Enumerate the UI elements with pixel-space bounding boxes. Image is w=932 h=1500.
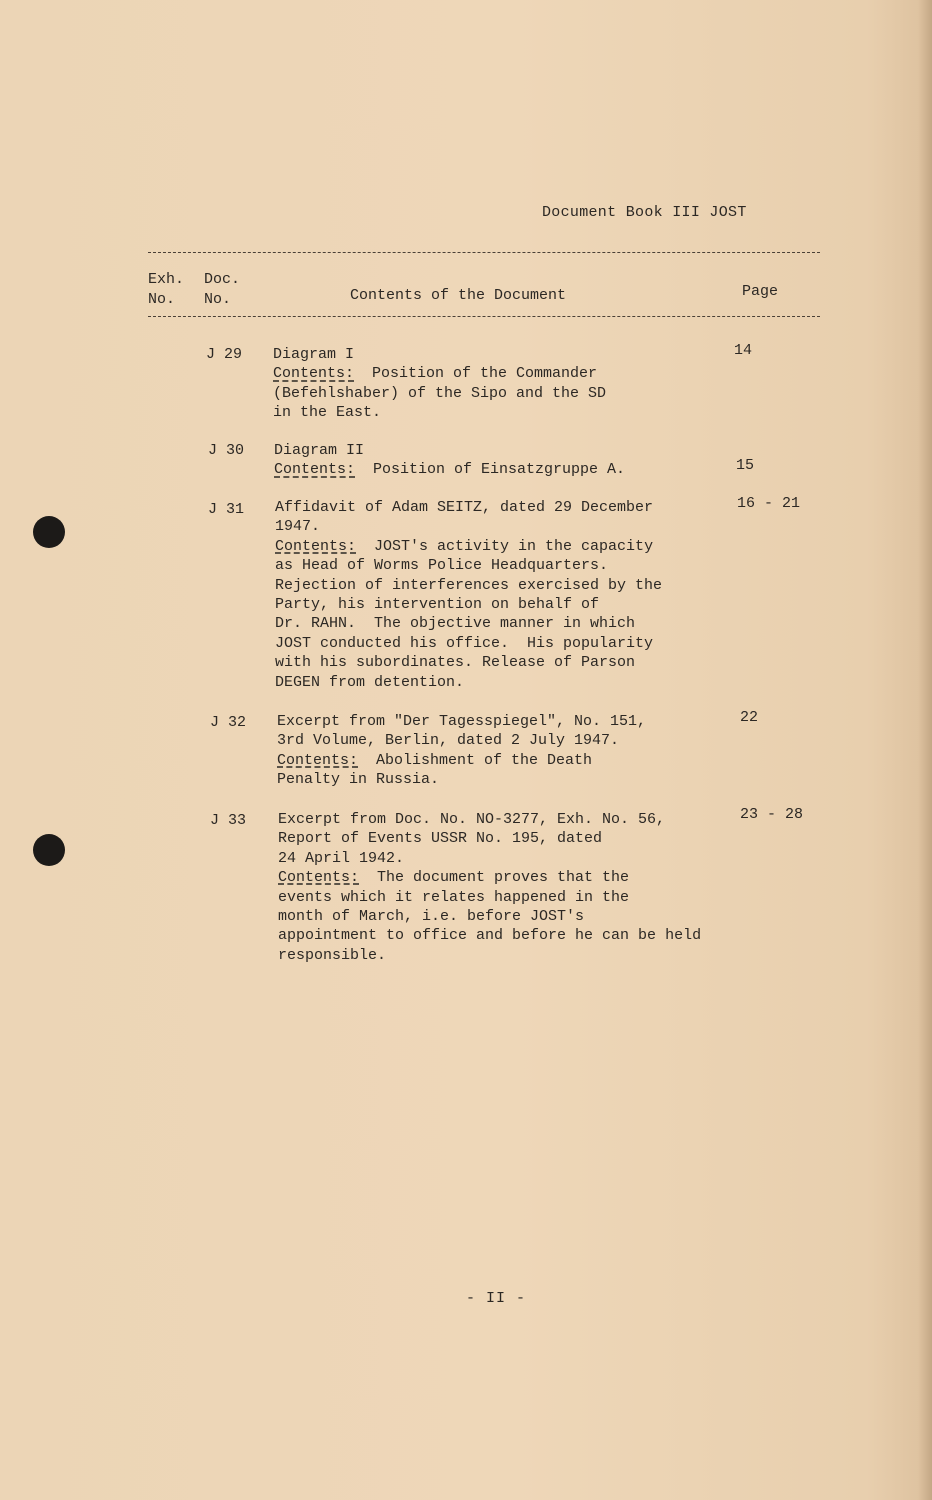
entry-contents: Diagram I Contents: Position of the Commander (Befehlshaber) of the Sipo and the SD in the East. — [273, 346, 607, 422]
header-rule-top — [148, 252, 820, 253]
punch-hole-upper — [33, 516, 65, 548]
entry-doc-no: J 29 — [206, 346, 243, 363]
entry-contents: Excerpt from Doc. No. NO-3277, Exh. No. 56, Report of Events USSR No. 195, dated 24 April 1942. Contents: The document proves that the events which it relates happened in the month of March, i.e. before JOST's appointment to office and before he can be held responsible. — [278, 811, 702, 964]
entry-doc-no: J 32 — [210, 714, 247, 731]
entry-page-ref: 22 — [740, 709, 759, 726]
entry-contents: Diagram II Contents: Position of Einsatzgruppe A. — [274, 442, 626, 479]
entry-page-ref: 14 — [734, 342, 753, 359]
col-exh-no: Exh. No. — [148, 271, 185, 308]
col-contents: Contents of the Document — [350, 287, 567, 304]
punch-hole-lower — [33, 834, 65, 866]
entry-doc-no: J 31 — [208, 501, 245, 518]
entry-doc-no: J 33 — [210, 812, 247, 829]
page-number: - II - — [466, 1290, 527, 1307]
page-edge-shadow — [918, 0, 932, 1500]
entry-page-ref: 16 - 21 — [737, 495, 801, 512]
col-page: Page — [742, 283, 779, 300]
entry-contents: Excerpt from "Der Tagesspiegel", No. 151, 3rd Volume, Berlin, dated 2 July 1947. Contents: Abolishment of the Death Penalty in Russia. — [277, 713, 647, 789]
entry-contents: Affidavit of Adam SEITZ, dated 29 December 1947. Contents: JOST's activity in the capacity as Head of Worms Police Headquarters. Rejection of interferences exercised by the Party, his intervention on behalf of Dr. RAHN. The objective manner in which JOST conducted his office. His popularity with his subordinates. Release of Parson DEGEN from detention. — [275, 499, 663, 691]
header-rule-bottom — [148, 316, 820, 317]
entry-page-ref: 15 — [736, 457, 755, 474]
entry-page-ref: 23 - 28 — [740, 806, 804, 823]
col-doc-no: Doc. No. — [204, 271, 241, 308]
entry-doc-no: J 30 — [208, 442, 245, 459]
document-book-title: Document Book III JOST — [542, 204, 747, 221]
